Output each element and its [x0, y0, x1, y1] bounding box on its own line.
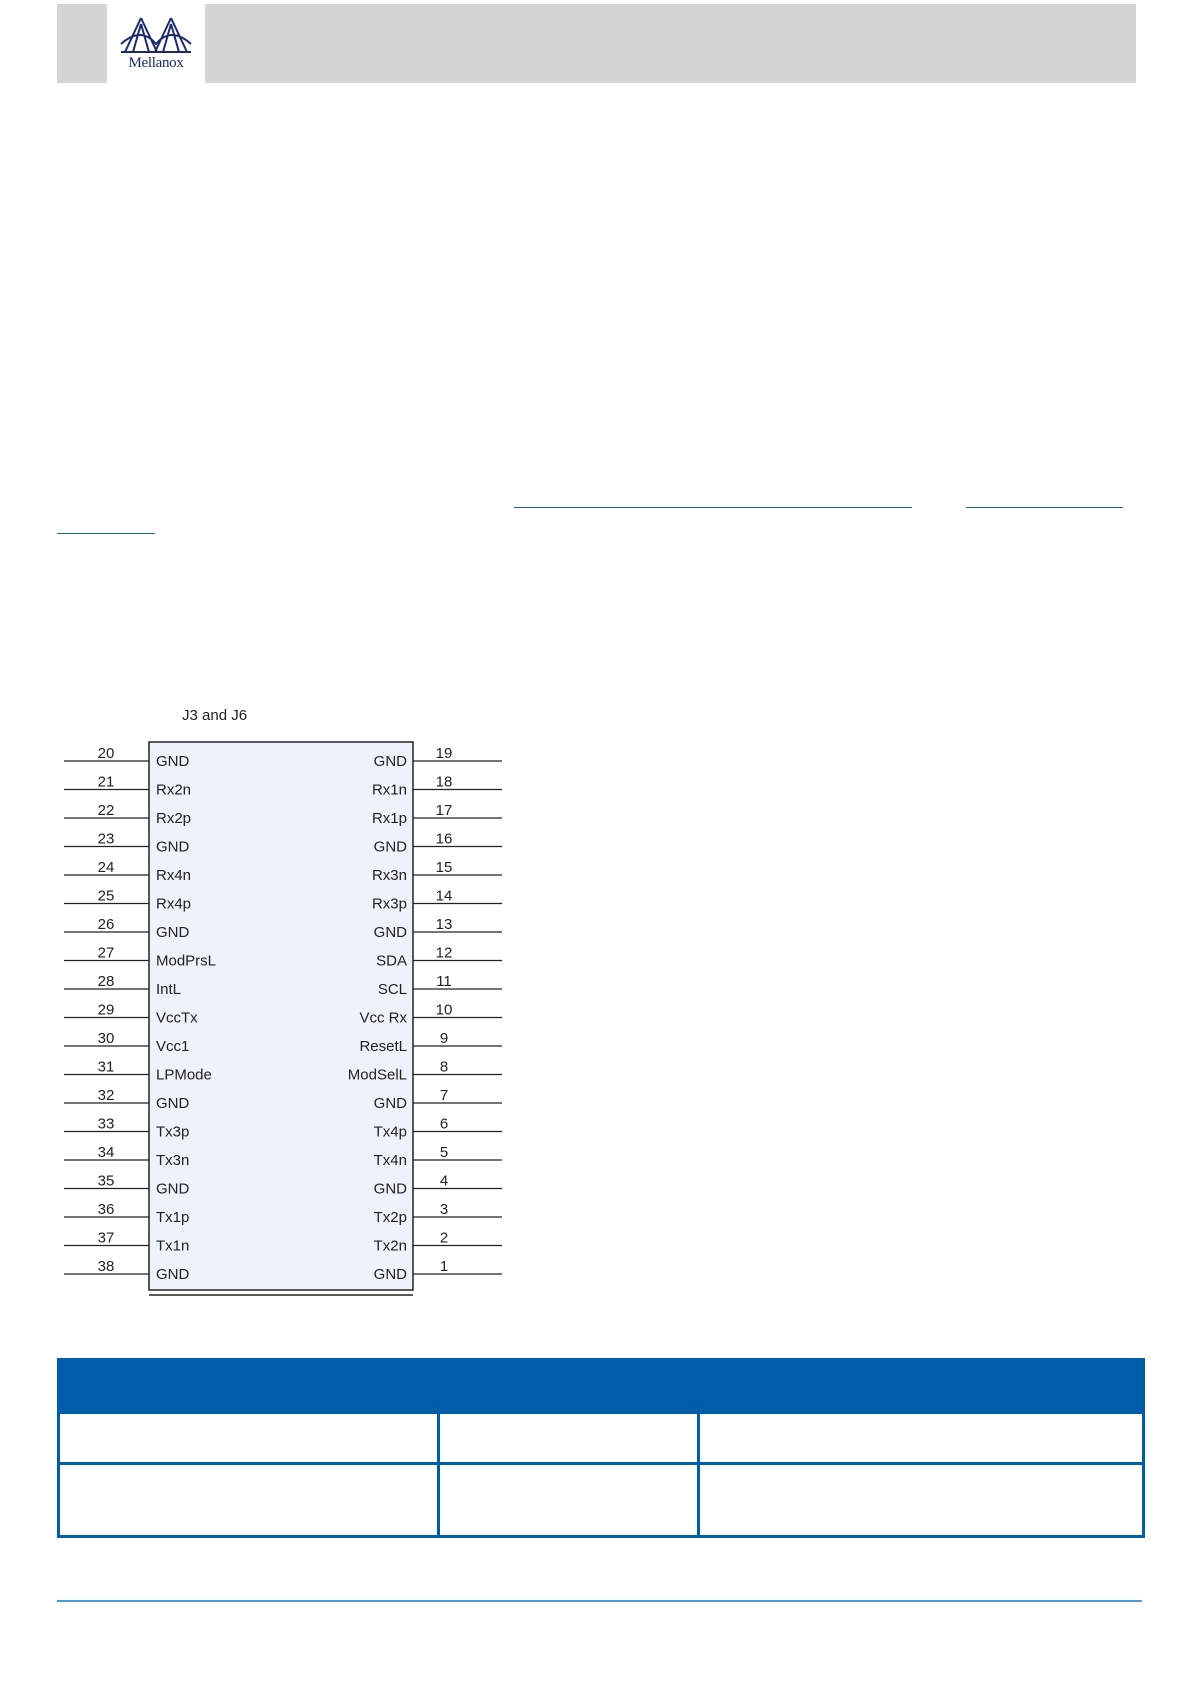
pin-number-right: 1 [439, 1258, 449, 1275]
pin-signal-left: ModPrsL [156, 952, 217, 970]
table-header-cell [59, 1360, 439, 1413]
pin-signal-right: GND [373, 838, 407, 856]
pin-number-left: 31 [97, 1058, 115, 1076]
pin-number-right: 3 [439, 1201, 449, 1218]
pin-number-left: 20 [97, 745, 115, 762]
pin-signal-left: VccTx [156, 1009, 198, 1027]
pin-number-left: 26 [97, 916, 115, 933]
bridge-logo-icon [119, 14, 193, 54]
pin-signal-right: Tx2n [373, 1237, 407, 1255]
pin-number-left: 27 [97, 944, 115, 962]
table-header-cell [699, 1360, 1144, 1413]
pin-number-right: 10 [435, 1001, 453, 1019]
pin-number-left: 32 [97, 1087, 115, 1104]
pin-signal-right: GND [373, 753, 407, 770]
table-cell [59, 1413, 439, 1464]
pin-number-left: 33 [97, 1115, 115, 1133]
pin-number-left: 34 [97, 1144, 115, 1161]
pin-signal-right: Rx3p [371, 895, 407, 913]
pin-number-right: 5 [439, 1144, 449, 1161]
header-bar [57, 4, 1136, 83]
pin-number-right: 2 [439, 1229, 449, 1247]
pin-signal-left: Tx1n [156, 1237, 190, 1255]
table-cell [699, 1413, 1144, 1464]
table-cell [439, 1464, 699, 1537]
pin-number-left: 28 [97, 973, 115, 990]
pin-signal-left: Vcc1 [156, 1038, 190, 1055]
pin-signal-right: GND [373, 1180, 407, 1198]
pin-signal-left: GND [156, 924, 190, 941]
pin-signal-right: Rx3n [371, 867, 407, 884]
pin-signal-right: SCL [377, 981, 407, 998]
pin-signal-right: Tx4n [373, 1152, 407, 1169]
pin-number-left: 29 [97, 1001, 115, 1019]
pin-signal-right: GND [373, 1266, 407, 1283]
pin-signal-left: GND [156, 1095, 190, 1112]
hyperlink-underline[interactable] [514, 507, 912, 508]
pin-number-left: 30 [97, 1030, 115, 1047]
pin-number-right: 9 [439, 1030, 449, 1047]
table-cell [439, 1413, 699, 1464]
pin-signal-right: Vcc Rx [359, 1009, 407, 1027]
pin-signal-left: Tx3n [156, 1152, 190, 1169]
pin-signal-right: ResetL [359, 1038, 407, 1055]
pin-number-right: 18 [435, 773, 453, 791]
pin-number-right: 12 [435, 944, 453, 962]
pin-signal-right: ModSelL [347, 1066, 407, 1084]
pin-number-right: 14 [435, 887, 453, 905]
pin-signal-right: Tx2p [373, 1209, 407, 1226]
table-row [59, 1413, 1144, 1464]
table-header-cell [439, 1360, 699, 1413]
pin-signal-left: Rx2p [156, 810, 192, 827]
pin-number-left: 22 [97, 802, 115, 819]
footer-rule [57, 1600, 1142, 1602]
pin-number-left: 36 [97, 1201, 115, 1218]
pin-number-right: 4 [439, 1172, 449, 1190]
pin-signal-left: Rx4p [156, 895, 192, 913]
pin-number-left: 35 [97, 1172, 115, 1190]
pin-signal-left: Tx1p [156, 1209, 190, 1226]
pin-signal-left: Rx4n [156, 867, 192, 884]
table-header-row [59, 1360, 1144, 1413]
pin-number-right: 11 [436, 973, 452, 990]
hyperlink-underline[interactable] [966, 507, 1123, 508]
pin-signal-left: LPMode [156, 1066, 212, 1084]
logo-wordmark: Mellanox [128, 55, 184, 71]
pin-signal-left: Rx2n [156, 781, 192, 799]
pin-number-left: 25 [97, 887, 115, 905]
pin-signal-left: GND [156, 1266, 190, 1283]
pin-signal-right: GND [373, 1095, 407, 1112]
pin-number-right: 8 [439, 1058, 449, 1076]
pin-number-left: 21 [97, 773, 115, 791]
pin-number-left: 38 [97, 1258, 115, 1275]
pin-number-left: 37 [97, 1229, 115, 1247]
pin-number-right: 17 [435, 802, 453, 819]
pin-signal-left: Tx3p [156, 1123, 190, 1141]
pin-number-left: 23 [97, 830, 115, 848]
connector-pinout-diagram [58, 705, 508, 1305]
pin-signal-right: Tx4p [373, 1123, 407, 1141]
pin-number-right: 13 [435, 916, 453, 933]
pin-number-right: 15 [435, 859, 453, 876]
pin-number-right: 16 [435, 830, 453, 848]
pin-signal-left: GND [156, 753, 190, 770]
pin-signal-right: Rx1p [371, 810, 407, 827]
table-cell [699, 1464, 1144, 1537]
pin-signal-right: SDA [376, 952, 407, 970]
pin-description-table [57, 1358, 1145, 1538]
pin-number-right: 6 [439, 1115, 449, 1133]
figure-caption: J3 and J6 [182, 707, 248, 724]
pin-number-right: 19 [435, 745, 453, 762]
table-cell [59, 1464, 439, 1537]
pin-number-right: 7 [439, 1087, 449, 1104]
pin-signal-left: GND [156, 1180, 190, 1198]
pin-signal-right: Rx1n [371, 781, 407, 799]
pin-number-left: 24 [97, 859, 115, 876]
pin-signal-left: IntL [156, 981, 182, 998]
table-row [59, 1464, 1144, 1537]
pin-signal-left: GND [156, 838, 190, 856]
hyperlink-underline[interactable] [57, 533, 155, 534]
mellanox-logo [107, 4, 205, 83]
pin-signal-right: GND [373, 924, 407, 941]
